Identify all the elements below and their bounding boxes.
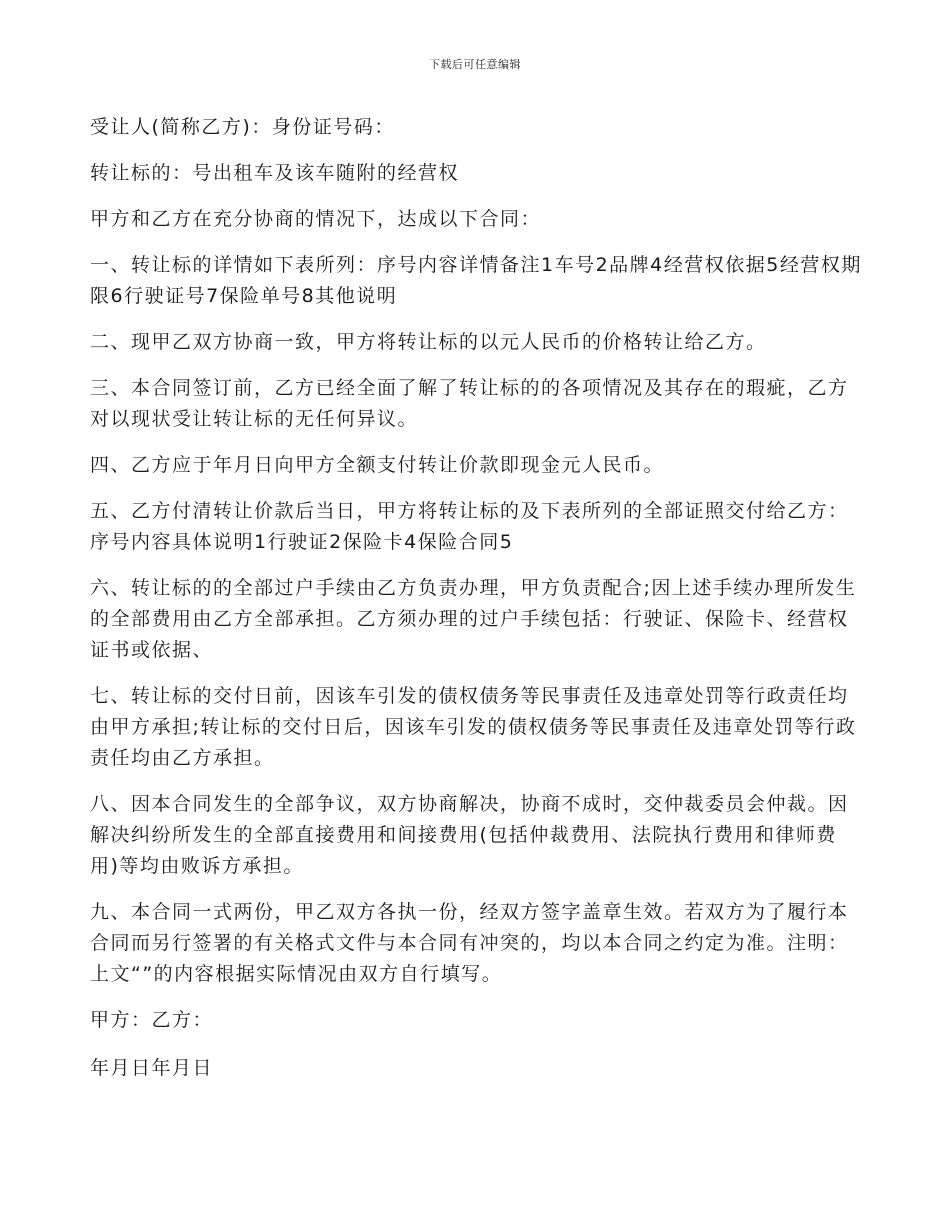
signature-dates: 年月日年月日 [90, 1057, 214, 1079]
paragraph-transferee: 受让人(简称乙方)：身份证号码： [90, 116, 395, 138]
clause-2: 二、现甲乙双方协商一致，甲方将转让标的以元人民币的价格转让给乙方。 [90, 331, 767, 353]
page-header: 下载后可任意编辑 [429, 58, 521, 71]
document-body [90, 112, 862, 1101]
clause-5: 五、乙方付清转让价款后当日，甲方将转让标的及下表所列的全部证照交付给乙方：序号内容具体说明1行驶证2保险卡4保险合同5 [90, 500, 849, 553]
clause-3: 三、本合同签订前，乙方已经全面了解了转让标的的各项情况及其存在的瑕疵，乙方对以现状受让转让标的无任何异议。 [90, 377, 849, 430]
paragraph-subject: 转让标的：号出租车及该车随附的经营权 [90, 162, 460, 184]
clause-7: 七、转让标的交付日前，因该车引发的债权债务等民事责任及违章处罚等行政责任均由甲方承担;转让标的交付日后，因该车引发的债权债务等民事责任及违章处罚等行政责任均由乙方承担。 [90, 685, 857, 769]
paragraph-preamble: 甲方和乙方在充分协商的情况下，达成以下合同： [90, 208, 542, 230]
clause-8: 八、因本合同发生的全部争议，双方协商解决，协商不成时，交仲裁委员会仲裁。因解决纠纷所发生的全部直接费用和间接费用(包括仲裁费用、法院执行费用和律师费用)等均由败诉方承担。 [90, 793, 849, 877]
signature-parties: 甲方：乙方： [90, 1009, 214, 1031]
clause-1: 一、转让标的详情如下表所列：序号内容详情备注1车号2品牌4经营权依据5经营权期限6行驶证号7保险单号8其他说明 [90, 254, 862, 307]
clause-6: 六、转让标的的全部过户手续由乙方负责办理，甲方负责配合;因上述手续办理所发生的全部费用由乙方全部承担。乙方须办理的过户手续包括：行驶证、保险卡、经营权证书或依据、 [90, 577, 857, 661]
clause-4: 四、乙方应于年月日向甲方全额支付转让价款即现金元人民币。 [90, 454, 665, 476]
clause-9: 九、本合同一式两份，甲乙双方各执一份，经双方签字盖章生效。若双方为了履行本合同而另行签署的有关格式文件与本合同有冲突的，均以本合同之约定为准。注明：上文“”的内容根据实际情况由双方自行填写。 [90, 901, 849, 985]
